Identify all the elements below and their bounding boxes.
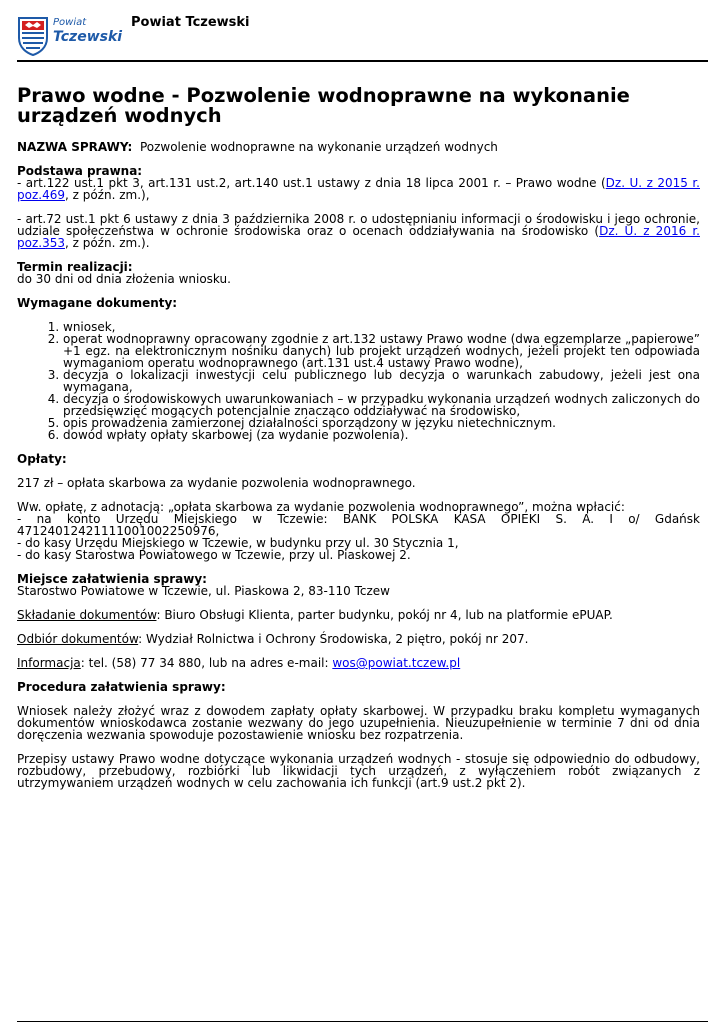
coat-of-arms-icon	[17, 16, 49, 56]
legal-basis-item-2-text: - art.72 ust.1 pkt 6 ustawy z dnia 3 października 2008 r. o udostępnianiu informacji o środowisku i jego ochronie, udziale społeczeństwa w ochronie środowiska oraz o ocenach oddziaływania na środowisko (	[17, 212, 700, 238]
info-label: Informacja	[17, 656, 81, 670]
fees-label: Opłaty:	[17, 452, 67, 466]
case-name	[17, 141, 700, 153]
place-label: Miejsce załatwienia sprawy:	[17, 572, 207, 586]
procedure-paragraph-1: Wniosek należy złożyć wraz z dowodem zapłaty opłaty skarbowej. W przypadku braku kompletu wymaganych dokumentów wnioskodawca zostanie wezwany do jego uzupełnienia. Nieuzupełnienie w terminie 7 dni od dnia doręczenia wezwania spowoduje pozostawienie wniosku bez rozpatrzenia.	[17, 704, 700, 742]
pickup-info	[17, 633, 700, 645]
fees-pay-county: - do kasy Starostwa Powiatowego w Tczewie, przy ul. Piaskowej 2.	[17, 548, 411, 562]
list-item: 1. wniosek,	[63, 321, 700, 333]
footer-divider	[17, 1021, 708, 1022]
deadline-section	[17, 261, 700, 285]
logo-text	[53, 17, 122, 45]
list-item: 2. operat wodnoprawny opracowany zgodnie z art.132 ustawy Prawo wodne (dwa egzemplarze „papierowe” +1 egz. na elektronicznym nośniku danych) lub projekt urządzeń wodnych, jeżeli projekt ten odpowiada wymaganiom operatu wodnoprawnego (art.131 ust.4 ustawy Prawo wodne),	[63, 333, 700, 369]
place-section	[17, 573, 700, 597]
main-content	[17, 86, 700, 801]
fees-amount: 217 zł – opłata skarbowa za wydanie pozwolenia wodnoprawnego.	[17, 476, 416, 490]
case-name-value: Pozwolenie wodnoprawne na wykonanie urządzeń wodnych	[139, 140, 498, 154]
legal-basis-link-1[interactable]: Dz. U. z 2015 r. poz.469	[17, 176, 700, 202]
submission-value: : Biuro Obsługi Klienta, parter budynku, pokój nr 4, lub na platformie ePUAP.	[156, 608, 613, 622]
pickup-label: Odbiór dokumentów	[17, 632, 139, 646]
documents-label: Wymagane dokumenty:	[17, 296, 178, 310]
list-item: 4. decyzja o środowiskowych uwarunkowaniach – w przypadku wykonania urządzeń wodnych zaliczonych do przedsięwzięć mogących potencjalnie znacząco oddziaływać na środowisko,	[63, 393, 700, 417]
info-value: : tel. (58) 77 34 880, lub na adres e-mail:	[80, 656, 333, 670]
site-title: Powiat Tczewski	[131, 15, 250, 30]
submission-info	[17, 609, 700, 621]
procedure-paragraph-2: Przepisy ustawy Prawo wodne dotyczące wykonania urządzeń wodnych - stosuje się odpowiednio do odbudowy, rozbudowy, przebudowy, rozbiórki lub likwidacji tych urządzeń, z wyłączeniem robót związanych z utrzymywaniem urządzeń wodnych w celu zachowania ich funkcji (art.9 ust.2 pkt 2).	[17, 752, 700, 790]
fees-pay-bank: - na konto Urzędu Miejskiego w Tczewie: BANK POLSKA KASA OPIEKI S. A. I o/ Gdańsk 47124012421111001002250976,	[17, 512, 700, 538]
legal-basis-item-1-suffix: , z późn. zm.),	[64, 188, 150, 202]
case-name-label: NAZWA SPRAWY:	[17, 140, 133, 154]
list-item: 5. opis prowadzenia zamierzonej działalności sporządzony w języku nietechnicznym.	[63, 417, 700, 429]
deadline-value: do 30 dni od dnia złożenia wniosku.	[17, 272, 231, 286]
pickup-value: : Wydział Rolnictwa i Ochrony Środowiska, 2 piętro, pokój nr 207.	[138, 632, 529, 646]
fees-payment	[17, 501, 700, 561]
legal-basis-label: Podstawa prawna:	[17, 164, 143, 178]
submission-label: Składanie dokumentów	[17, 608, 157, 622]
list-item: 6. dowód wpłaty opłaty skarbowej (za wydanie pozwolenia).	[63, 429, 700, 441]
procedure-label: Procedura załatwienia sprawy:	[17, 680, 226, 694]
page-title: Prawo wodne - Pozwolenie wodnoprawne na wykonanie urządzeń wodnych	[17, 84, 630, 127]
county-logo[interactable]	[17, 14, 123, 58]
legal-basis-item-2-suffix: , z późn. zm.).	[64, 236, 150, 250]
list-item: 3. decyzja o lokalizacji inwestycji celu publicznego lub decyzja o warunkach zabudowy, jeżeli jest ona wymagana,	[63, 369, 700, 393]
legal-basis-item-2	[17, 213, 700, 249]
logo-line-1: Powiat	[53, 17, 87, 28]
legal-basis-item-1-text: - art.122 ust.1 pkt 3, art.131 ust.2, art.140 ust.1 ustawy z dnia 18 lipca 2001 r. – Prawo wodne (	[17, 176, 606, 190]
logo-line-2: Tczewski	[53, 29, 123, 45]
email-link[interactable]: wos@powiat.tczew.pl	[332, 656, 461, 670]
place-value: Starostwo Powiatowe w Tczewie, ul. Piaskowa 2, 83-110 Tczew	[17, 584, 390, 598]
header-divider	[17, 60, 708, 62]
legal-basis-section	[17, 165, 700, 249]
contact-info	[17, 657, 700, 669]
legal-basis-item-1	[17, 177, 700, 201]
legal-basis-link-2[interactable]: Dz. U. z 2016 r. poz.353	[17, 224, 700, 250]
page-header	[17, 14, 708, 61]
documents-list	[17, 321, 700, 441]
deadline-label: Termin realizacji:	[17, 260, 133, 274]
fees-pay-city: - do kasy Urzędu Miejskiego w Tczewie, w budynku przy ul. 30 Stycznia 1,	[17, 536, 459, 550]
fees-pay-intro: Ww. opłatę, z adnotacją: „opłata skarbowa za wydanie pozwolenia wodnoprawnego”, można wpłacić:	[17, 500, 625, 514]
